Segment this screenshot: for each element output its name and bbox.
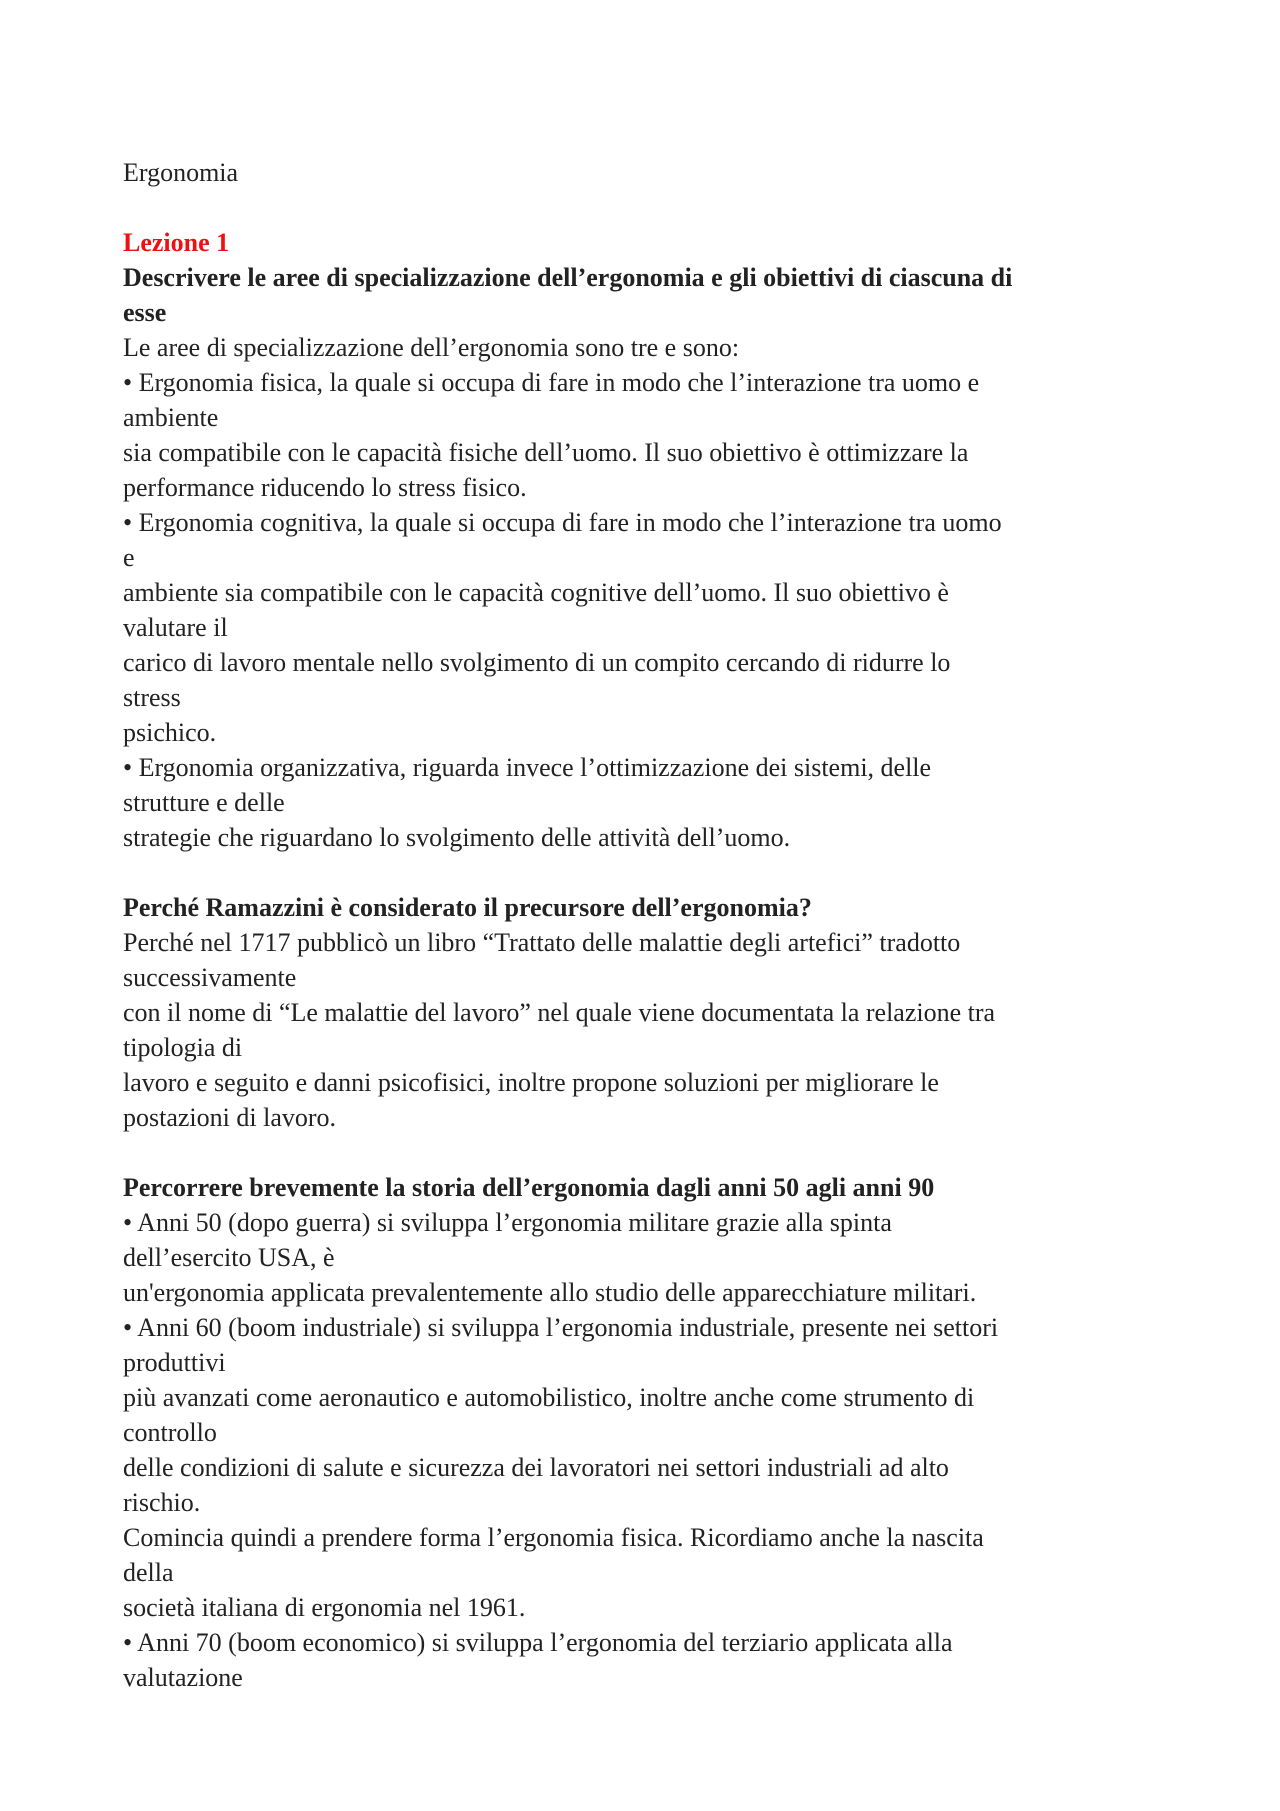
- body-text-line: • Anni 70 (boom economico) si sviluppa l’ergonomia del terziario applicata alla: [123, 1628, 953, 1657]
- section-heading-line: Perché Ramazzini è considerato il precursore dell’ergonomia?: [123, 893, 812, 922]
- body-text-line: • Ergonomia fisica, la quale si occupa di fare in modo che l’interazione tra uomo e: [123, 368, 980, 397]
- body-text-line: più avanzati come aeronautico e automobilistico, inoltre anche come strumento di: [123, 1383, 975, 1412]
- section-heading-line: Descrivere le aree di specializzazione dell’ergonomia e gli obiettivi di ciascuna di: [123, 263, 1013, 292]
- section-heading-line: Percorrere brevemente la storia dell’ergonomia dagli anni 50 agli anni 90: [123, 1173, 935, 1202]
- body-text-line: rischio.: [123, 1488, 201, 1517]
- body-text-line: valutazione: [123, 1663, 243, 1692]
- spacer: [123, 855, 1183, 890]
- body-text-line: società italiana di ergonomia nel 1961.: [123, 1593, 526, 1622]
- body-text-line: valutare il: [123, 613, 228, 642]
- body-text-line: stress: [123, 683, 181, 712]
- body-text-line: carico di lavoro mentale nello svolgimento di un compito cercando di ridurre lo: [123, 648, 951, 677]
- spacer: [123, 1135, 1183, 1170]
- spacer: [123, 190, 1183, 225]
- body-text-line: • Anni 50 (dopo guerra) si sviluppa l’ergonomia militare grazie alla spinta: [123, 1208, 892, 1237]
- section-heading-line: esse: [123, 298, 167, 327]
- body-text-line: un'ergonomia applicata prevalentemente allo studio delle apparecchiature militari.: [123, 1278, 977, 1307]
- body-text-line: strutture e delle: [123, 788, 285, 817]
- body-text-line: controllo: [123, 1418, 217, 1447]
- body-text-line: psichico.: [123, 718, 217, 747]
- body-text-line: ambiente: [123, 403, 219, 432]
- body-text-line: successivamente: [123, 963, 297, 992]
- body-text-line: e: [123, 543, 135, 572]
- body-text-line: delle condizioni di salute e sicurezza dei lavoratori nei settori industriali ad alto: [123, 1453, 949, 1482]
- body-text-line: performance riducendo lo stress fisico.: [123, 473, 527, 502]
- body-text-line: dell’esercito USA, è: [123, 1243, 335, 1272]
- section: [123, 260, 1183, 855]
- section: [123, 890, 1183, 1135]
- body-text-line: strategie che riguardano lo svolgimento delle attività dell’uomo.: [123, 823, 791, 852]
- body-text-line: Comincia quindi a prendere forma l’ergonomia fisica. Ricordiamo anche la nascita: [123, 1523, 984, 1552]
- document-page: [123, 155, 1183, 1695]
- body-text-line: • Ergonomia organizzativa, riguarda invece l’ottimizzazione dei sistemi, delle: [123, 753, 932, 782]
- body-text-line: Le aree di specializzazione dell’ergonomia sono tre e sono:: [123, 333, 740, 362]
- body-text-line: • Ergonomia cognitiva, la quale si occupa di fare in modo che l’interazione tra uomo: [123, 508, 1002, 537]
- lesson-label: Lezione 1: [123, 228, 230, 257]
- body-text-line: postazioni di lavoro.: [123, 1103, 337, 1132]
- body-text-line: produttivi: [123, 1348, 226, 1377]
- body-text-line: con il nome di “Le malattie del lavoro” nel quale viene documentata la relazione tra: [123, 998, 996, 1027]
- body-text-line: tipologia di: [123, 1033, 243, 1062]
- section: [123, 1170, 1183, 1695]
- body-text-line: della: [123, 1558, 174, 1587]
- body-text-line: sia compatibile con le capacità fisiche dell’uomo. Il suo obiettivo è ottimizzare la: [123, 438, 969, 467]
- body-text-line: ambiente sia compatibile con le capacità cognitive dell’uomo. Il suo obiettivo è: [123, 578, 949, 607]
- document-title: Ergonomia: [123, 158, 239, 187]
- body-text-line: Perché nel 1717 pubblicò un libro “Trattato delle malattie degli artefici” tradotto: [123, 928, 961, 957]
- document-sections: [123, 260, 1183, 1695]
- body-text-line: lavoro e seguito e danni psicofisici, inoltre propone soluzioni per migliorare le: [123, 1068, 939, 1097]
- body-text-line: • Anni 60 (boom industriale) si sviluppa l’ergonomia industriale, presente nei settori: [123, 1313, 999, 1342]
